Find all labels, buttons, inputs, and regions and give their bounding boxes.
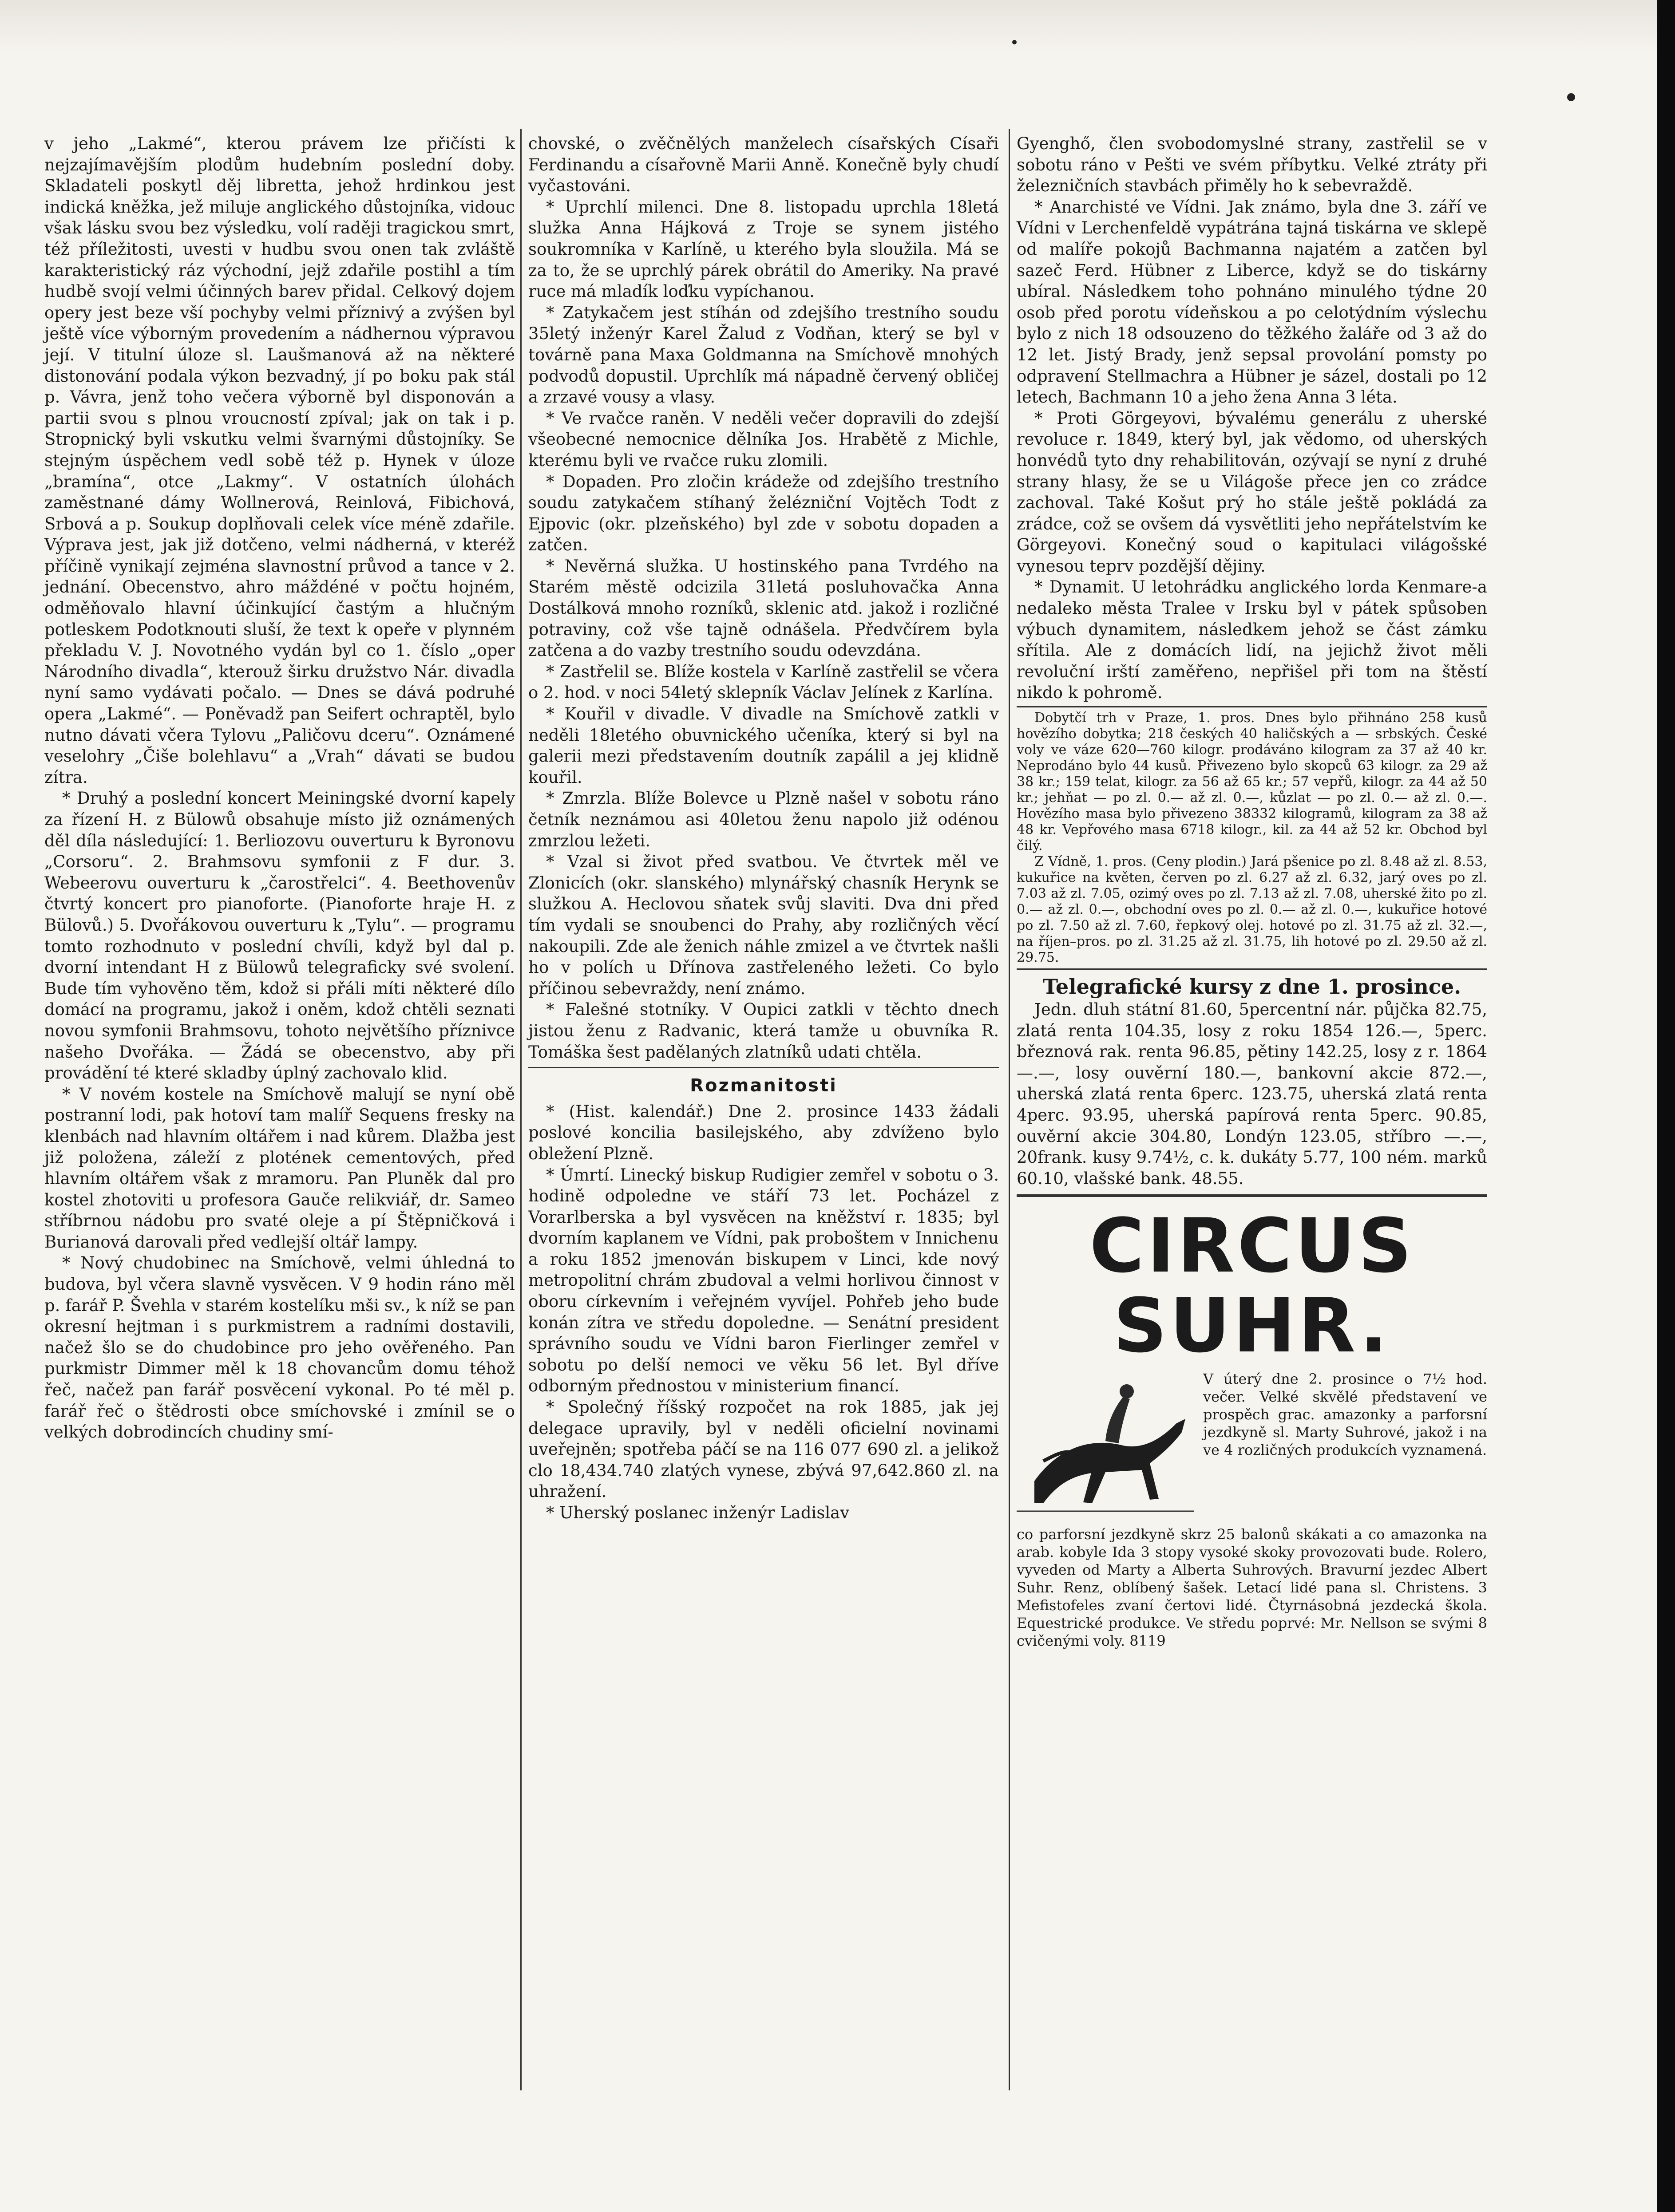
article-deaths: * Úmrtí. Linecký biskup Rudigier zemřel v sobotu o 3. hodině odpoledne ve stáří 73 let. Pocházel z Vorarlberska a byl vysvěcen na kněžství r. 1835; byl dvorním kaplanem ve Vídni, pak proboštem v Innichenu a roku 1852 jmenován biskupem v Linci, kde nový metropolitní chrám zbudoval a velmi horlivou činnost v oboru církevním i veřejném vyvíjel. Pohřeb jeho bude konán zítra ve středu dopoledne. — Senátní president správního soudu ve Vídni baron Fierlinger zemřel v sobotu po delší nemoci ve věku 56 let. Byl dříve odborným přednostou v ministerium financí. [528,1165,999,1396]
horse-rider-illustration [1017,1370,1194,1521]
article-suicide: * Zastřelil se. Blíže kostela v Karlíně zastřelil se včera o 2. hod. v noci 54letý sklepník Václav Jelínek z Karlína. [528,662,999,703]
telegraf-divider [1017,968,1487,970]
article-anarchists: * Anarchisté ve Vídni. Jak známo, byla dne 3. září ve Vídni v Lerchenfeldě vypátrána tajná tiskárna ve sklepě od malíře pokojů Bachmanna najatém a zatčen byl sazeč Ferd. Hübner z Liberce, když se do tiskárny ubíral. Následkem toho pohnáno minulého týdne 20 osob před porotu vídeňskou a po celotýdním výslechu bylo z nich 18 odsouzeno do těžkého žaláře od 3 až do 12 let. Jistý Brady, jenž sepsal provolání pomsty po odpravení Stellmachra a Hübner je sázel, dostali po 12 letech, Bachmann 10 a jeho žena Anna 3 léta. [1017,197,1487,407]
column-2 [528,133,999,1524]
column-3 [1017,133,1487,1672]
article-gorgey: * Proti Görgeyovi, bývalému generálu z uherské revoluce r. 1849, který byl, jak vědomo, od uherských honvédů tyto dny rehabilitován, ozývají se nyní z druhé strany hlasy, že se u Világoše přece jen co zrádce zachoval. Také Košut prý ho stále ještě pokládá za zrádce, což se ovšem dá vysvětliti jeho nepřátelstvím ke Görgeyovi. Konečný soud o kapitulaci világošské vynesou teprv pozdější dějiny. [1017,408,1487,576]
circus-program: co parforsní jezdkyně skrz 25 balonů skákati a co amazonka na arab. kobyle Ida 3 stopy vysoké skoky provozovati bude. Rolero, vyveden od Marty a Alberta Suhrových. Bravurní jezdec Albert Suhr. Renz, oblíbený šašek. Letací lidé pana sl. Christens. 3 Mefistofeles zvaní čertovi lidé. Čtyrnásobná jezdecká škola. Equestrické produkce. Ve středu poprvé: Mr. Nellson se svými 8 cvičenými voly. 8119 [1017,1526,1487,1650]
article-poorhouse: * Nový chudobinec na Smíchově, velmi úhledná to budova, byl včera slavně vysvěcen. V 9 hodin ráno měl p. farář P. Švehla v starém kostelíku mši sv., k níž se pan okresní hejtman i s purkmistrem a radními dostavili, načež šlo se do chudobince pro jeho ověřeného. Pan purkmistr Dimmer měl k 18 chovancům domu téhož řeč, načež pan farář posvěcení vykonal. Po té měl p. farář řeč o štědrosti obce smíchovské i zmínil se o velkých dobrodincích chudiny smí- [44,1253,515,1442]
market-prague: Dobytčí trh v Praze, 1. pros. Dnes bylo přihnáno 258 kusů hovězího dobytka; 218 českých 40 haličských a — srbských. České voly ve váze 620—760 kilogr. prodáváno kilogram za 37 až 40 kr. Neprodáno bylo 44 kusů. Přivezeno bylo skopců 63 kilogr. za 29 až 38 kr.; 159 telat, kilogr. za 56 až 65 kr.; 57 vepřů, kilogr. za 44 až 50 kr.; jehňat — po zl. 0.— až zl. 0.—, kůzlat — po zl. 0.— až zl. 0.—. Hovězího masa bylo přivezeno 38332 kilogramů, kilogram za 38 až 48 kr. Vepřového masa 6718 kilogr., kil. za 44 až 52 kr. Obchod byl čilý. [1017,710,1487,854]
telegraf-heading: Telegrafické kursy z dne 1. prosince. [1042,975,1461,999]
article-gyengho: Gyenghő, člen svobodomyslné strany, zastřelil se v sobotu ráno v Pešti ve svém příbytku. Velké ztráty při železničních stavbách přiměly ho k sebevraždě. [1017,134,1487,196]
column-1 [44,133,515,1443]
article-continued: chovské, o zvěčnělých manželech císařských Císaři Ferdinandu a císařovně Marii Anně. Konečně byly chudí vyčastováni. [528,134,999,196]
market-vienna: Z Vídně, 1. pros. (Ceny plodin.) Jará pšenice po zl. 8.48 až zl. 8.53, kukuřice na květen, červen po zl. 6.27 až zl. 6.32, jarý oves po zl. 7.03 až zl. 7.05, ozimý oves po zl. 7.13 až zl. 7.08, uherské žito po zl. 0.— až zl. 0.—, obchodní oves po zl. 0.— až zl. 0.—, kukuřice hotové po zl. 7.50 až zl. 7.60, řepkový olej. hotové po zl. 31.75 až zl. 32.—, na říjen–pros. po zl. 31.25 až zl. 31.75, lih hotové po zl. 29.50 až zl. 29.75. [1017,854,1487,966]
market-divider [1017,706,1487,707]
article-frozen: * Zmrzla. Blíže Bolevce u Plzně našel v sobotu ráno četník neznámou asi 40letou ženu napolo již odénou zmrzlou ležeti. [528,789,999,850]
section-divider [528,1067,999,1068]
article-before-wedding: * Vzal si život před svatbou. Ve čtvrtek měl ve Zlonicích (okr. slanského) mlynářský chasník Herynk se služkou A. Heclovou sňatek svůj slaviti. Dva dni před tím vydali se snoubenci do Prahy, aby rozličných věcí nakoupili. Zde ale ženich náhle zmizel a ve čtvrtek našli ho v polích u Dřínova zastřeleného ležeti. Co bylo příčinou sebevraždy, není známo. [528,852,999,998]
column-divider-1 [520,129,522,2090]
ad-top-rule [1017,1194,1487,1197]
circus-announcement: V úterý dne 2. prosince o 7½ hod. večer. Velké skvělé představení ve prospěch grac. amazonky a parforsní jezdkyně sl. Marty Suhrové, jakož i na ve 4 rozličných produkcích vyznamená. [1203,1371,1487,1459]
article-hungarian-deputy: * Uherský poslanec inženýr Ladislav [546,1503,850,1522]
ink-spot [1012,40,1017,44]
column-divider-2 [1009,129,1010,2090]
article-lakme: v jeho „Lakmé“, kterou právem lze přičísti k nejzajímavějším plodům hudebním poslední doby. Skladateli poskytl děj libretta, jehož hrdinkou jest indická kněžka, jež miluje anglického důstojníka, vidouc však lásku svou bez výsledku, volí raději tragickou smrt, též příležitosti, uvesti v hudbu svou onen tak zvláště karakteristický ráz východní, jejž zdařile postihl a tím hudbě svojí velmi účinných barev přidal. Celkový dojem opery jest beze vší pochyby velmi příznivý a zvýšen byl ještě více výborným provedením a nádhernou výpravou její. V titulní úloze sl. Laušmanová až na některé distonování podala výkon bezvadný, jí po boku pak stál p. Vávra, jenž toho večera výborně byl disponován a partii svou s plnou vroucností zpíval; jak on tak i p. Stropnický byli vskutku velmi švarnými důstojníky. Se stejným úspěchem vedl sobě též p. Hynek v úloze „bramína“, otce „Lakmy“. V ostatních úlohách zaměstnané dámy Wollnerová, Reinlová, Fibichová, Srbová a p. Soukup doplňovali celek více méně zdařile. Výprava jest, jak již dotčeno, velmi nádherná, v kteréž příčině vynikají zejména slavnostní průvod a tance v 2. jednání. Obecenstvo, ahro máždéné v počtu hojném, odměňovalo hlavní účinkující častým a hlučným potleskem Podotknouti sluší, že text k opeře v plynném překladu V. J. Novotného vydán byl co 1. číslo „oper Národního divadla“, kterouž širku družstvo Nár. divadla nyní samo vydávati počalo. — Dnes se dává podruhé opera „Lakmé“. — Poněvadž pan Seifert ochraptěl, bylo nutno dávati včera Tylovu „Paličovu dceru“. Oznámené veselohry „Čiše bolehlavu“ a „Vrah“ dávati se budou zítra. [44,134,515,787]
page-top-shade [0,0,1675,53]
circus-ad [1017,1370,1487,1672]
article-false-coins: * Falešné stotníky. V Oupici zatkli v těchto dnech jistou ženu z Radvanic, která tamže u obuvníka R. Tomáška šest padělaných zlatníků udati chtěla. [528,1000,999,1062]
article-hist-calendar: * (Hist. kalendář.) Dne 2. prosince 1433 žádali poslové koncilia basilejského, aby zdvíženo bylo obležení Plzně. [528,1102,999,1163]
article-smichov-church: * V novém kostele na Smíchově malují se nyní obě postranní lodi, pak hotoví tam malíř Sequens fresky na klenbách nad hlavním oltářem i nad kůrem. Dlažba jest již položena, záleží z plotének cementových, před hlavním oltářem však z mramoru. Pan Pluněk dal pro kostel zhotoviti u profesora Gauče relikviář, dr. Sameo stříbrnou nádobu pro svaté oleje a pí Štěpničková i Burianová darovali před vedlejší oltář lampy. [44,1084,515,1252]
circus-title: CIRCUS SUHR. [1089,1202,1414,1370]
market-report [1017,710,1487,966]
article-smoking-theatre: * Kouřil v divadle. V divadle na Smíchově zatkli v neděli 18letého obuvnického učeníka, který si byl na galerii mezi představením doutník zapálil a jej klidně kouřil. [528,704,999,787]
article-meiningen-concert: * Druhý a poslední koncert Meiningské dvorní kapely za řízení H. z Bülowů obsahuje místo již oznámených děl díla následující: 1. Berliozovu ouverturu k Byronovu „Corsoru“. 2. Brahmsovu symfonii z F dur. 3. Webeerovu ouverturu k „čarostřelci“. 4. Beethovenův čtvrtý koncert pro pianoforte. (Pianoforte hraje H. z Bülovů.) 5. Dvořákovou ouverturu k „Tylu“. — programu tomto rozhodnuto v poslední chvíli, když byl dal p. dvorní intendant H z Bülowů telegraficky své svolení. Bude tím vyhověno těm, kdož si přáli míti některé dílo domácí na programu, jakož i oněm, kdož chtěli seznati novou symfonii Brahmsovu, tohoto největšího příznivce našeho Dvořáka. — Žádá se obecenstvo, aby při provádění té které skladby úplný zachovalo klid. [44,789,515,1083]
article-unfaithful-maid: * Nevěrná služka. U hostinského pana Tvrdého na Starém městě odcizila 31letá posluhovačka Anna Dostálková mnoho rozníků, sklenic atd. jakož i rozličné potraviny, což vše tajně odnášela. Předvčírem byla zatčena a do vazby trestního soudu odevzdána. [528,556,999,660]
article-caught: * Dopaden. Pro zločin krádeže od zdejšího trestního soudu zatykačem stíhaný želézniční Vojtěch Todt z Ejpovic (okr. plzeňského) byl zde v sobotu dopaden a zatčen. [528,472,999,555]
ink-spot [1567,93,1575,101]
article-fight-injury: * Ve rvačce raněn. V neděli večer dopravili do zdejší všeobecné nemocnice dělníka Jos. Hrabětě z Michle, kterému byli ve rvačce ruku zlomili. [528,408,999,470]
telegraf-rates: Jedn. dluh státní 81.60, 5percentní nár. půjčka 82.75, zlatá renta 104.35, losy z roku 1854 126.—, 5perc. březnová rak. renta 96.85, pětiny 142.25, losy z r. 1864 —.—, losy ouvěrní 180.—, bankovní akcie 872.—, uherská zlatá renta 6perc. 123.75, uherská zlatá renta 4perc. 93.95, uherská papírová renta 5perc. 90.85, ouvěrní akcie 304.80, Londýn 123.05, stříbro —.—, 20frank. kusy 9.74½, c. k. dukáty 5.77, 100 ném. marků 60.10, vlašské bank. 48.55. [1017,1000,1487,1188]
article-dynamite: * Dynamit. U letohrádku anglického lorda Kenmare-a nedaleko města Tralee v Irsku byl v pátek spůsoben výbuch dynamitem, následkem jehož se část zámku sřítila. Ale z domácích lidí, na jejichž život měli revoluční irští zaměřeno, nepřišel při tom na štěstí nikdo k pohromě. [1017,577,1487,703]
article-arrest-warrant: * Zatykačem jest stíhán od zdejšího trestního soudu 35letý inženýr Karel Žalud z Vodňan, který se byl v továrně pana Maxa Goldmanna na Smíchově mnohých podvodů dopustil. Uprchlík má nápadně červený obličej a zrzavé vousy a vlasy. [528,303,999,407]
article-runaway-lovers: * Uprchlí milenci. Dne 8. listopadu uprchla 18letá služka Anna Hájková z Troje se synem jistého soukromníka v Karlíně, u kterého byla sloužila. Má se za to, že se uprchlý párek obrátil do Ameriky. Na pravé ruce má mladík loďku vypíchanou. [528,197,999,301]
article-budget: * Společný říšský rozpočet na rok 1885, jak jej delegace upravily, byl v neděli oficielní novinami uveřejněn; spotřeba páčí se na 116 077 690 zl. a jelikož clo 18,434.740 zlatých vynese, zbývá 97,642.860 zl. na uhražení. [528,1398,999,1501]
section-heading: Rozmanitosti [690,1075,837,1096]
scan-edge [1657,0,1675,2212]
